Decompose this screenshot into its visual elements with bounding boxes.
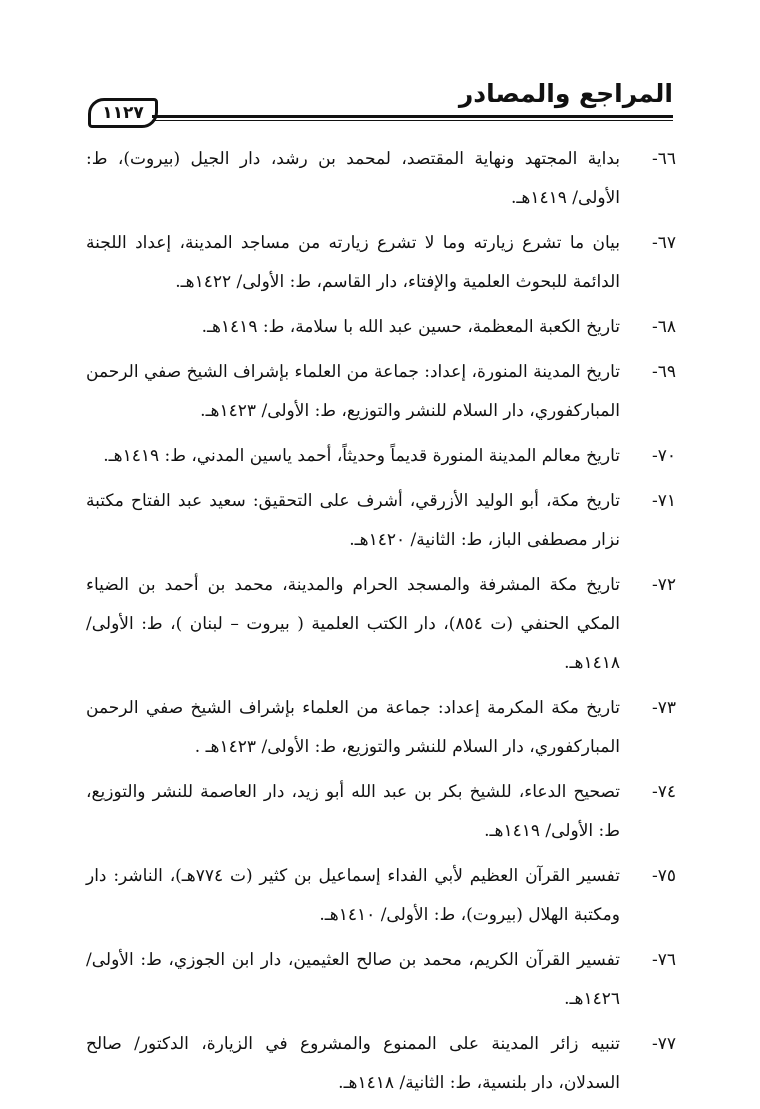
reference-number: ٦٨- bbox=[651, 317, 676, 337]
reference-number: ٧٣- bbox=[651, 698, 676, 718]
reference-number: ٧٧- bbox=[651, 1034, 676, 1054]
reference-text: تاريخ معالم المدينة المنورة قديماً وحديثاً، أحمد ياسين المدني، ط: ١٤١٩هـ. bbox=[103, 446, 620, 466]
reference-text: تصحيح الدعاء، للشيخ بكر بن عبد الله أبو زيد، دار العاصمة للنشر والتوزيع، ط: الأولى/ ١٤١٩هـ. bbox=[86, 782, 620, 841]
reference-text: تنبيه زائر المدينة على الممنوع والمشروع في الزيارة، الدكتور/ صالح السدلان، دار بلنسية، ط: الثانية/ ١٤١٨هـ. bbox=[86, 1034, 620, 1093]
reference-text: تفسير القرآن الكريم، محمد بن صالح العثيمين، دار ابن الجوزي، ط: الأولى/ ١٤٢٦هـ. bbox=[86, 950, 620, 1009]
reference-text: تاريخ مكة، أبو الوليد الأزرقي، أشرف على التحقيق: سعيد عبد الفتاح مكتبة نزار مصطفى الباز، ط: الثانية/ ١٤٢٠هـ. bbox=[86, 491, 620, 550]
header-rule-thin bbox=[152, 120, 673, 121]
reference-entry bbox=[86, 773, 676, 851]
reference-number: ٦٦- bbox=[651, 149, 676, 169]
reference-entry bbox=[86, 308, 676, 347]
reference-number: ٧٥- bbox=[651, 866, 676, 886]
reference-entry bbox=[86, 566, 676, 683]
reference-entry bbox=[86, 482, 676, 560]
reference-number: ٦٧- bbox=[651, 233, 676, 253]
reference-number: ٦٩- bbox=[651, 362, 676, 382]
reference-entry bbox=[86, 689, 676, 767]
reference-text: تاريخ المدينة المنورة، إعداد: جماعة من العلماء بإشراف الشيخ صفي الرحمن المباركفوري، دار السلام للنشر والتوزيع، ط: الأولى/ ١٤٢٣هـ. bbox=[86, 362, 620, 421]
page-number: ١١٢٧ bbox=[88, 98, 158, 128]
reference-number: ٧٢- bbox=[651, 575, 676, 595]
reference-text: تاريخ الكعبة المعظمة، حسين عبد الله با سلامة، ط: ١٤١٩هـ. bbox=[201, 317, 620, 337]
reference-number: ٧٦- bbox=[651, 950, 676, 970]
reference-number: ٧٤- bbox=[651, 782, 676, 802]
reference-text: تاريخ مكة المشرفة والمسجد الحرام والمدينة، محمد بن أحمد بن الضياء المكي الحنفي (ت ٨٥٤)، دار الكتب العلمية ( بيروت – لبنان )، ط: الأولى/ ١٤١٨هـ. bbox=[86, 575, 620, 673]
reference-entry bbox=[86, 941, 676, 1019]
reference-entry bbox=[86, 353, 676, 431]
reference-entry bbox=[86, 857, 676, 935]
page-header bbox=[88, 78, 673, 130]
running-title: المراجع والمصادر bbox=[458, 79, 673, 108]
reference-entry bbox=[86, 1025, 676, 1103]
reference-text: بداية المجتهد ونهاية المقتصد، لمحمد بن رشد، دار الجيل (بيروت)، ط: الأولى/ ١٤١٩هـ. bbox=[86, 149, 620, 208]
reference-entry bbox=[86, 224, 676, 302]
references-list bbox=[86, 140, 676, 1109]
reference-text: تفسير القرآن العظيم لأبي الفداء إسماعيل بن كثير (ت ٧٧٤هـ)، الناشر: دار ومكتبة الهلال (بيروت)، ط: الأولى/ ١٤١٠هـ. bbox=[86, 866, 620, 925]
reference-text: بيان ما تشرع زيارته وما لا تشرع زيارته من مساجد المدينة، إعداد اللجنة الدائمة للبحوث العلمية والإفتاء، دار القاسم، ط: الأولى/ ١٤٢٢هـ. bbox=[86, 233, 620, 292]
reference-number: ٧٠- bbox=[651, 446, 676, 466]
reference-number: ٧١- bbox=[651, 491, 676, 511]
reference-entry bbox=[86, 437, 676, 476]
reference-entry bbox=[86, 140, 676, 218]
header-rule bbox=[152, 115, 673, 118]
reference-text: تاريخ مكة المكرمة إعداد: جماعة من العلماء بإشراف الشيخ صفي الرحمن المباركفوري، دار السلام للنشر والتوزيع، ط: الأولى/ ١٤٢٣هـ . bbox=[86, 698, 620, 757]
